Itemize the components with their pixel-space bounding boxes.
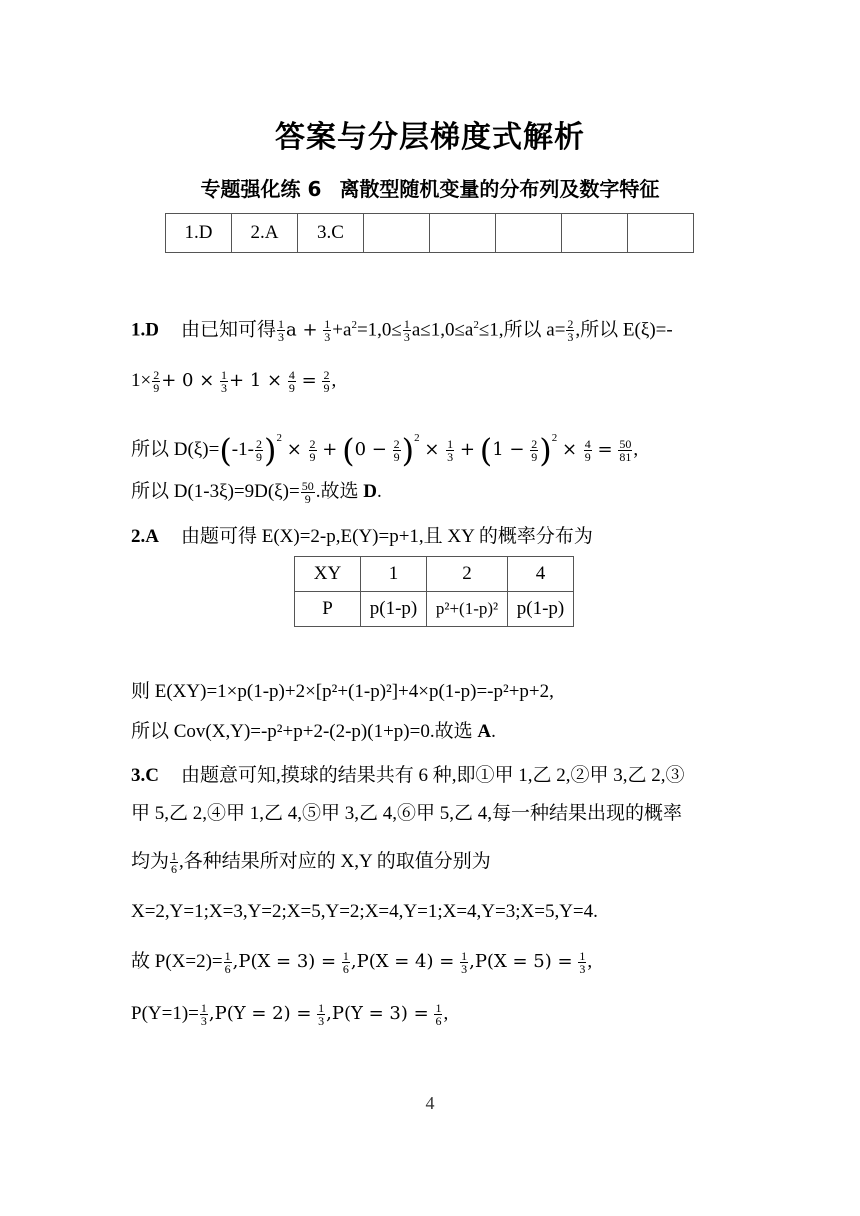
denominator: 9 [309, 450, 316, 465]
text: 由题意可知,摸球的结果共有 6 种,即①甲 1,乙 2,②甲 3,乙 2,③ [180, 765, 685, 786]
numerator: 2 [153, 368, 160, 383]
numerator: 1 [221, 368, 228, 383]
denominator: 6 [224, 962, 231, 977]
fraction [530, 438, 538, 463]
q1-line1 [131, 313, 673, 343]
text: -1- [231, 439, 254, 460]
fraction [301, 480, 315, 505]
fraction [152, 369, 160, 394]
text: 1 − [492, 439, 525, 460]
numerator: 1 [447, 437, 454, 452]
denominator: 9 [323, 381, 330, 396]
text: +a [332, 319, 352, 341]
q2-line3: 所以 Cov(X,Y)=-p²+p+2-(2-p)(1+p)=0.故选 A. [131, 721, 496, 742]
numerator: 2 [323, 368, 330, 383]
table-row [295, 557, 574, 592]
q3-number: 3.C [131, 765, 159, 786]
q1-line4: 所以 D(1-3ξ)=9D(ξ)= $\frac{50}{9}$ .故选 D. [131, 479, 382, 507]
fraction [403, 318, 411, 343]
fraction [200, 1002, 208, 1027]
text: ,所以 E(ξ)=- [575, 319, 673, 341]
denominator: 9 [393, 450, 400, 465]
text: = [301, 370, 317, 391]
fraction [220, 369, 228, 394]
fraction [434, 1002, 442, 1027]
text: ,P(X = 4) = [350, 951, 455, 972]
denominator: 3 [579, 962, 586, 977]
q3-line3 [131, 850, 491, 875]
numerator: 50 [619, 437, 632, 452]
denominator: 9 [584, 450, 591, 465]
fraction [393, 438, 401, 463]
text: 故 P(X=2)= [131, 951, 223, 972]
numerator: 1 [200, 1001, 207, 1016]
text: + [322, 439, 338, 460]
denominator: 3 [318, 1014, 325, 1029]
text: 由已知可得 [180, 319, 276, 341]
q3-line5: 故 P(X=2)= $\frac{1}{6}$ ,P(X = 3) = $\frac{1}{6}$ ,P(X = 4) = $\frac{1}{3}$ ,P(X = 5) = $\frac{1}{3}$ , [131, 949, 593, 977]
numerator: 1 [278, 317, 284, 332]
text: × [424, 439, 446, 460]
numerator: 1 [461, 949, 468, 964]
numerator: 4 [288, 368, 295, 383]
denominator: 6 [171, 862, 178, 877]
numerator: 1 [318, 1001, 325, 1016]
fraction [342, 950, 350, 975]
denominator: 3 [221, 381, 228, 396]
answer-cell: 1.D [166, 214, 232, 253]
table-cell: P [295, 592, 361, 627]
answer-cell [430, 214, 496, 253]
superscript: 2 [473, 319, 479, 331]
q3-line2: 甲 5,乙 2,④甲 1,乙 4,⑤甲 3,乙 4,⑥甲 5,乙 4,每一种结果出现的概率 [131, 803, 683, 824]
text: + [459, 439, 475, 460]
table-cell: 4 [508, 557, 574, 592]
table-cell: p(1-p) [508, 592, 574, 627]
answer-row [166, 214, 694, 253]
denominator: 3 [403, 330, 410, 345]
denominator: 9 [304, 492, 311, 507]
fraction [584, 438, 592, 463]
numerator: 50 [301, 479, 314, 494]
q3-line1 [131, 764, 685, 788]
fraction [566, 318, 574, 343]
text: 由题可得 E(X)=2-p,E(Y)=p+1,且 XY 的概率分布为 [180, 526, 593, 547]
text: ,P(X = 5) = [469, 951, 573, 972]
numerator: 2 [255, 437, 262, 452]
superscript: 2 [414, 432, 420, 444]
superscript: 2 [551, 432, 558, 444]
q1-line3: 所以 D(ξ)=(-1- $\frac{2}{9}$ )$^2$ × $\frac{2}{9}$ + (0 − $\frac{2}{9}$ )$^2$ × $\frac{1}{3}$ + (1 − $\frac{2}{9}$ )$^2$ × $\frac{4}{9}$ = $\frac{50}{81}$ , [131, 431, 639, 470]
denominator: 3 [324, 330, 331, 345]
fraction [309, 438, 317, 463]
text: =1,0≤ [356, 319, 402, 341]
text: .故选 [315, 481, 364, 502]
fraction [322, 369, 330, 394]
text: ≤1,所以 a= [478, 319, 566, 341]
text: 所以 D(ξ)= [131, 439, 220, 460]
denominator: 3 [567, 330, 574, 345]
text: P(Y=1)= [131, 1003, 199, 1024]
fraction [618, 438, 632, 463]
denominator: 9 [153, 381, 160, 396]
text: ,P(X = 3) = [232, 951, 337, 972]
text: 所以 Cov(X,Y)=-p²+p+2-(2-p)(1+p)=0.故选 [131, 721, 478, 742]
fraction [224, 950, 232, 975]
fraction [446, 438, 454, 463]
denominator: 3 [278, 330, 284, 345]
numerator: 1 [579, 949, 586, 964]
numerator: 1 [342, 949, 349, 964]
text: × [286, 439, 308, 460]
q2-line1 [131, 525, 593, 549]
answer-cell [562, 214, 628, 253]
numerator: 1 [224, 949, 231, 964]
numerator: 2 [309, 437, 316, 452]
fraction [255, 438, 263, 463]
answer-letter: D [363, 481, 377, 502]
text: ,P(Y = 2) = [208, 1003, 312, 1024]
numerator: 2 [393, 437, 400, 452]
numerator: 1 [403, 317, 410, 332]
answer-letter: A [477, 721, 492, 742]
subtitle-part1: 专题强化练 6 [200, 177, 322, 201]
fraction [288, 369, 296, 394]
denominator: 3 [200, 1014, 207, 1029]
page-title: 答案与分层梯度式解析 [275, 120, 585, 155]
denominator: 6 [342, 962, 349, 977]
text: = [597, 439, 613, 460]
denominator: 9 [255, 450, 262, 465]
answer-cell [628, 214, 694, 253]
text: a≤1,0≤a [411, 319, 474, 341]
table-cell: 1 [361, 557, 427, 592]
q1-number: 1.D [131, 319, 159, 341]
q2-number: 2.A [131, 526, 159, 547]
superscript: 2 [276, 432, 282, 444]
answer-cell: 2.A [232, 214, 298, 253]
text: 1× [131, 370, 152, 391]
text: ,各种结果所对应的 X,Y 的取值分别为 [179, 851, 491, 872]
fraction [277, 318, 285, 343]
text: + 1 × [229, 370, 283, 391]
numerator: 1 [324, 317, 331, 332]
subtitle-part2: 离散型随机变量的分布列及数字特征 [339, 177, 660, 201]
fraction [578, 950, 586, 975]
numerator: 2 [567, 317, 574, 332]
fraction [317, 1002, 325, 1027]
q1-line2: 1× $\frac{2}{9}$ + 0 × $\frac{1}{3}$ + 1 × $\frac{4}{9}$ = $\frac{2}{9}$ , [131, 368, 337, 396]
table-cell: p(1-p) [361, 592, 427, 627]
table-cell: p²+(1-p)² [427, 592, 508, 627]
table-cell: XY [295, 557, 361, 592]
text: + 0 × [161, 370, 215, 391]
table-cell: 2 [427, 557, 508, 592]
denominator: 6 [435, 1014, 442, 1029]
fraction [170, 850, 178, 875]
text: 均为 [131, 851, 170, 872]
answer-cell [364, 214, 430, 253]
superscript: 2 [351, 319, 357, 331]
page-number: 4 [425, 1093, 435, 1113]
numerator: 1 [435, 1001, 442, 1016]
distribution-table [294, 556, 574, 627]
denominator: 81 [619, 450, 632, 465]
answer-cell: 3.C [298, 214, 364, 253]
text: 0 − [354, 439, 387, 460]
numerator: 2 [531, 437, 538, 452]
denominator: 9 [288, 381, 295, 396]
section-subtitle [0, 173, 860, 202]
q3-line4: X=2,Y=1;X=3,Y=2;X=5,Y=2;X=4,Y=1;X=4,Y=3;X=5,Y=4. [131, 901, 598, 922]
text: 所以 D(1-3ξ)=9D(ξ)= [131, 481, 300, 502]
fraction [460, 950, 468, 975]
answer-cell [496, 214, 562, 253]
table-row [295, 592, 574, 627]
text: ,P(Y = 3) = [326, 1003, 429, 1024]
text: × [561, 439, 583, 460]
q2-line2: 则 E(XY)=1×p(1-p)+2×[p²+(1-p)²]+4×p(1-p)=-p²+p+2, [131, 681, 554, 702]
answer-table [165, 213, 694, 253]
fraction [323, 318, 331, 343]
denominator: 9 [531, 450, 538, 465]
denominator: 3 [461, 962, 468, 977]
text: a + [286, 319, 318, 341]
denominator: 3 [447, 450, 454, 465]
numerator: 1 [171, 849, 178, 864]
numerator: 4 [584, 437, 591, 452]
q3-line6: P(Y=1)= $\frac{1}{3}$ ,P(Y = 2) = $\frac{1}{3}$ ,P(Y = 3) = $\frac{1}{6}$ , [131, 1001, 449, 1029]
